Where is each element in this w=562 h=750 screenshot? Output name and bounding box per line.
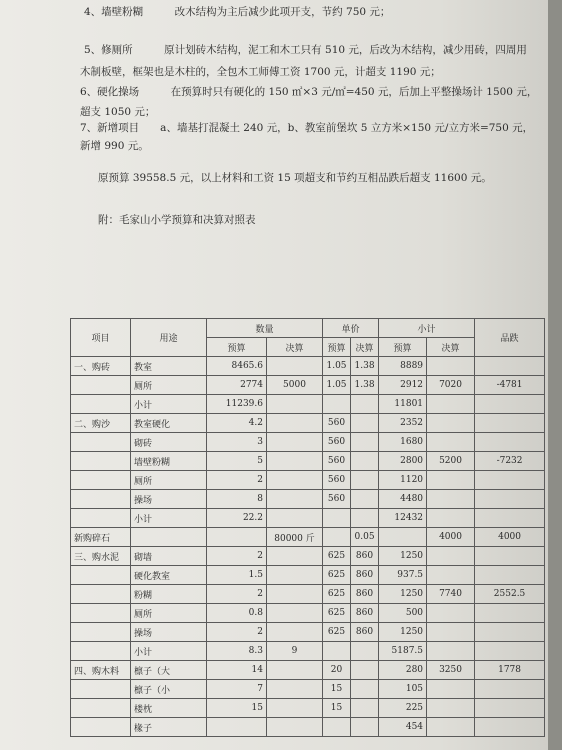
table-cell [351,699,379,718]
table-cell [475,642,545,661]
table-cell [351,680,379,699]
table-cell [71,585,131,604]
table-cell: 15 [323,680,351,699]
table-cell: 8.3 [207,642,267,661]
table-cell [475,699,545,718]
table-cell [427,604,475,623]
table-cell [71,718,131,737]
table-row [71,433,545,452]
table-cell: 860 [351,566,379,585]
table-cell: 硬化教室 [131,566,207,585]
table-cell: 860 [351,585,379,604]
table-cell: 2912 [379,376,427,395]
table-cell [71,509,131,528]
table-cell [71,471,131,490]
table-caption: 附：毛家山小学预算和决算对照表 [98,214,256,226]
table-cell [379,528,427,547]
table-row [71,490,545,509]
table-cell [351,433,379,452]
table-cell: 小计 [131,642,207,661]
text-line: 新增 990 元。 [80,140,149,152]
table-cell: 2800 [379,452,427,471]
table-cell [323,395,351,414]
table-cell: 11239.6 [207,395,267,414]
table-cell: 8 [207,490,267,509]
table-cell: 4.2 [207,414,267,433]
table-cell: 2774 [207,376,267,395]
table-cell [475,471,545,490]
text-line: 超支 1050 元； [80,106,156,118]
table-cell: 1.05 [323,357,351,376]
table-cell [475,566,545,585]
header-unit-price: 单价 [323,319,379,338]
table-cell [267,414,323,433]
budget-comparison-table [70,318,545,737]
table-cell: 三、购水泥 [71,547,131,566]
table-cell [267,509,323,528]
budget-summary: 原预算 39558.5 元，以上材料和工资 15 项超支和节约互相品跌后超支 11600 元。 [98,172,492,184]
table-row [71,566,545,585]
table-cell [267,661,323,680]
table-cell [323,718,351,737]
table-cell: 2 [207,547,267,566]
table-cell: 一、购砖 [71,357,131,376]
table-cell [267,604,323,623]
header-quantity: 数量 [207,319,323,338]
table-cell: 1.38 [351,376,379,395]
table-cell: 4000 [427,528,475,547]
header-item: 项目 [71,319,131,357]
table-cell: 7740 [427,585,475,604]
table-row [71,547,545,566]
table-row [71,699,545,718]
table-cell [427,547,475,566]
table-cell: 0.05 [351,528,379,547]
table-cell: -4781 [475,376,545,395]
table-row [71,680,545,699]
table-cell [71,395,131,414]
table-cell: 625 [323,566,351,585]
table-cell [267,471,323,490]
table-cell: 1.38 [351,357,379,376]
subheader-budget: 预算 [207,338,267,357]
table-row [71,661,545,680]
table-cell: 3250 [427,661,475,680]
table-cell: 625 [323,604,351,623]
table-cell: 小计 [131,395,207,414]
table-cell [207,718,267,737]
table-cell: 教室硬化 [131,414,207,433]
table-cell [427,623,475,642]
table-cell [427,699,475,718]
table-header-row [71,319,545,338]
table-row [71,718,545,737]
table-cell: 937.5 [379,566,427,585]
table-cell: 1120 [379,471,427,490]
table-cell [207,528,267,547]
table-cell: 厕所 [131,604,207,623]
table-cell [71,604,131,623]
table-cell [427,471,475,490]
text-line: 木制板壁，框架也是木柱的，全包木工师傅工资 1700 元，计超支 1190 元； [80,66,441,78]
table-cell: 22.2 [207,509,267,528]
table-cell: 楼枕 [131,699,207,718]
table-cell [71,452,131,471]
table-row [71,357,545,376]
table-cell [267,547,323,566]
table-cell [427,566,475,585]
table-cell: 4480 [379,490,427,509]
table-cell: 3 [207,433,267,452]
table-cell: 8889 [379,357,427,376]
table-cell: 1250 [379,623,427,642]
table-cell: 20 [323,661,351,680]
table-cell [351,642,379,661]
table-cell: 0.8 [207,604,267,623]
table-cell [427,680,475,699]
table-row [71,604,545,623]
table-cell: 新购碎石 [71,528,131,547]
header-diff: 品跌 [475,319,545,357]
table-cell [131,528,207,547]
table-cell: 5187.5 [379,642,427,661]
table-cell: 8465.6 [207,357,267,376]
table-row [71,509,545,528]
table-cell [427,433,475,452]
table-cell: 2552.5 [475,585,545,604]
subheader-budget: 预算 [323,338,351,357]
table-cell [475,433,545,452]
table-cell [267,566,323,585]
subheader-final: 决算 [351,338,379,357]
table-cell: 四、购木料 [71,661,131,680]
table-cell [427,642,475,661]
table-cell [475,680,545,699]
table-cell: 11801 [379,395,427,414]
table-cell: 4000 [475,528,545,547]
table-cell: 2 [207,471,267,490]
table-cell [427,414,475,433]
table-cell: 小计 [131,509,207,528]
header-use: 用途 [131,319,207,357]
table-cell: -7232 [475,452,545,471]
table-cell [351,395,379,414]
table-cell [351,718,379,737]
table-cell: 1680 [379,433,427,452]
table-cell: 560 [323,433,351,452]
table-cell [71,566,131,585]
table-cell [475,623,545,642]
table-cell: 2 [207,585,267,604]
table-cell [267,680,323,699]
table-cell [351,471,379,490]
table-cell [475,414,545,433]
table-cell [267,395,323,414]
table-cell: 厕所 [131,376,207,395]
table-cell [475,395,545,414]
table-cell: 2 [207,623,267,642]
table-cell: 操场 [131,623,207,642]
table-cell: 檩子（大 [131,661,207,680]
subheader-budget: 预算 [379,338,427,357]
table-row [71,395,545,414]
table-cell [475,490,545,509]
text-line: 6、硬化操场 在预算时只有硬化的 150 ㎡×3 元/㎡=450 元，后加上平整操场计 1500 元， [80,86,538,98]
table-cell: 厕所 [131,471,207,490]
table-cell: 1.05 [323,376,351,395]
table-cell: 15 [323,699,351,718]
table-cell [71,376,131,395]
table-cell: 5200 [427,452,475,471]
table-cell: 860 [351,623,379,642]
table-cell: 教室 [131,357,207,376]
table-body [71,357,545,737]
table-cell [427,395,475,414]
table-cell: 560 [323,471,351,490]
table-cell [427,718,475,737]
table-cell: 砌砖 [131,433,207,452]
table-cell: 500 [379,604,427,623]
table-cell [323,642,351,661]
table-cell: 280 [379,661,427,680]
table-cell [351,661,379,680]
table-cell: 9 [267,642,323,661]
table-cell: 砌墙 [131,547,207,566]
table-row [71,471,545,490]
table-cell: 860 [351,547,379,566]
table-cell: 625 [323,547,351,566]
table-cell [351,490,379,509]
table-cell [475,357,545,376]
table-cell [71,680,131,699]
header-subtotal: 小计 [379,319,475,338]
table-row [71,585,545,604]
table-cell: 5000 [267,376,323,395]
table-cell: 12432 [379,509,427,528]
table-cell [71,623,131,642]
table-row [71,528,545,547]
table-cell: 1250 [379,547,427,566]
table-row [71,376,545,395]
table-cell [267,452,323,471]
table-row [71,452,545,471]
table-cell: 225 [379,699,427,718]
table-cell: 7 [207,680,267,699]
table-cell: 454 [379,718,427,737]
table-cell: 625 [323,585,351,604]
table-cell: 二、购沙 [71,414,131,433]
table-cell [475,718,545,737]
table-cell: 14 [207,661,267,680]
table-row [71,414,545,433]
table-cell [267,699,323,718]
table-cell: 1.5 [207,566,267,585]
table-cell [267,490,323,509]
subheader-final: 决算 [267,338,323,357]
table-cell: 操场 [131,490,207,509]
table-cell [475,509,545,528]
table-cell [351,509,379,528]
table-cell [71,642,131,661]
table-cell [351,452,379,471]
table-cell: 2352 [379,414,427,433]
table-cell [267,357,323,376]
table-cell [71,490,131,509]
table-cell: 檩子（小 [131,680,207,699]
table-cell: 5 [207,452,267,471]
table-cell [475,547,545,566]
text-line: 4、墙壁粉糊 改木结构为主后减少此项开支，节约 750 元； [84,6,391,18]
table-cell [323,509,351,528]
table-cell [267,623,323,642]
table-cell [323,528,351,547]
table-cell [267,718,323,737]
table-cell: 墙壁粉糊 [131,452,207,471]
table-cell [427,509,475,528]
table-cell: 105 [379,680,427,699]
table-cell [427,357,475,376]
table-cell [267,433,323,452]
table-cell: 15 [207,699,267,718]
table-cell [71,433,131,452]
table-cell: 7020 [427,376,475,395]
table-cell [475,604,545,623]
table-cell: 粉糊 [131,585,207,604]
table-cell [71,699,131,718]
table-cell [351,414,379,433]
table-cell: 80000 斤 [267,528,323,547]
table-cell: 625 [323,623,351,642]
table-cell: 1250 [379,585,427,604]
table-cell [427,490,475,509]
table-cell: 560 [323,490,351,509]
table-cell [267,585,323,604]
table-row [71,642,545,661]
table-row [71,623,545,642]
text-line: 5、修厕所 原计划砖木结构，泥工和木工只有 510 元，后改为木结构，减少用砖，四周用 [84,44,527,56]
table-cell: 560 [323,452,351,471]
table-cell: 椽子 [131,718,207,737]
table-cell: 1778 [475,661,545,680]
table-cell: 560 [323,414,351,433]
subheader-final: 决算 [427,338,475,357]
table-cell: 860 [351,604,379,623]
text-line: 7、新增项目 a、墙基打混凝土 240 元，b、教室前堡坎 5 立方米×150 元/立方米=750 元， [80,122,534,134]
